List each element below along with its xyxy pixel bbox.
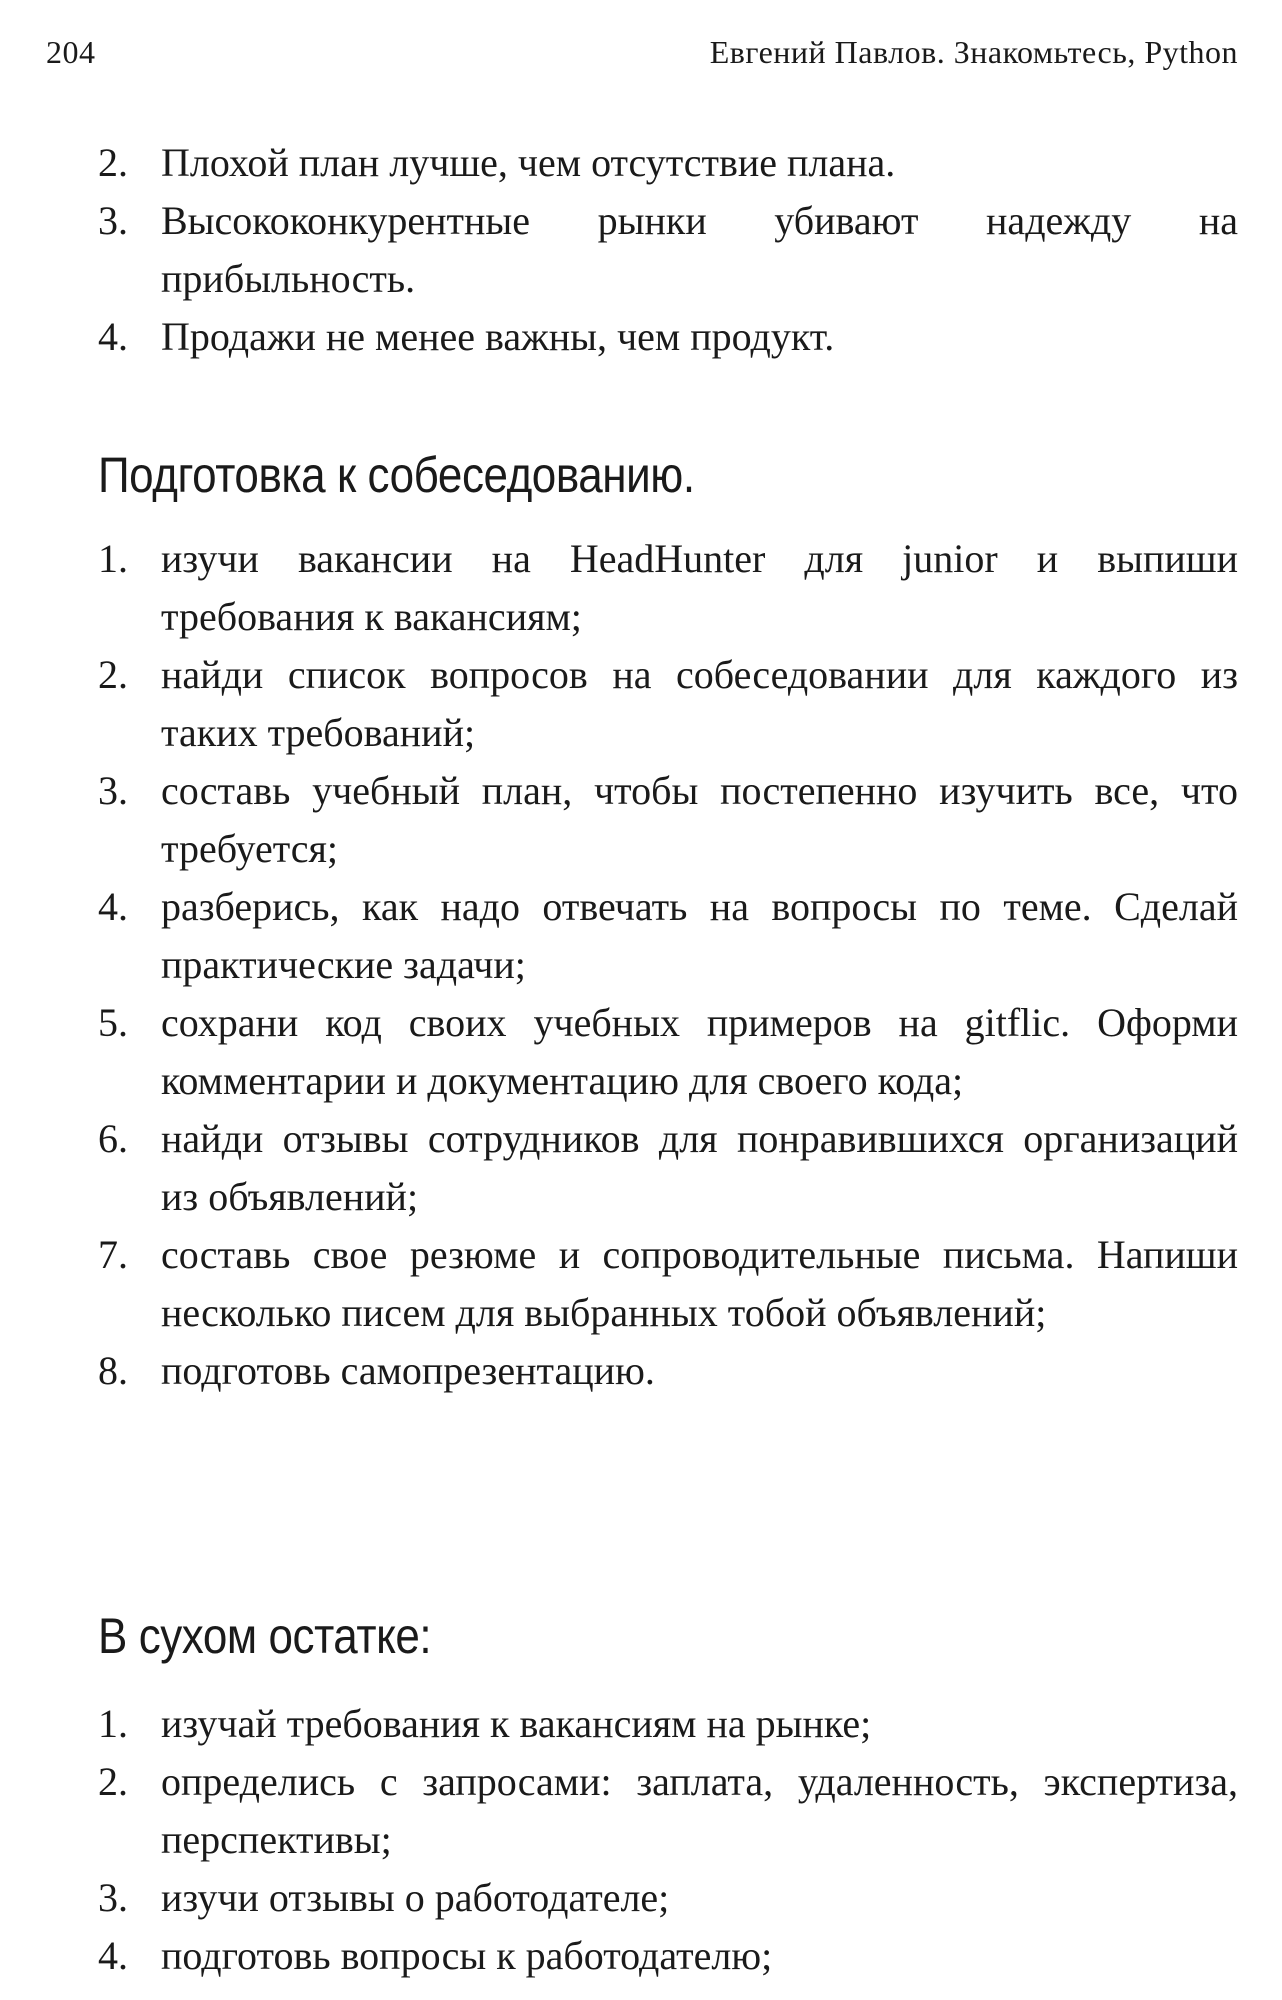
item-text: Высококонкурентные рынки убивают надежду на прибыльность. bbox=[161, 198, 1238, 301]
list-item bbox=[98, 134, 1238, 192]
list-item bbox=[98, 1695, 1238, 1753]
item-number: 2. bbox=[98, 652, 128, 697]
item-number: 2. bbox=[98, 140, 128, 185]
list-item bbox=[98, 1753, 1238, 1869]
list-item bbox=[98, 994, 1238, 1110]
list-item bbox=[98, 1110, 1238, 1226]
item-number: 4. bbox=[98, 314, 128, 359]
item-text: Продажи не менее важны, чем продукт. bbox=[161, 314, 835, 359]
list-item bbox=[98, 1869, 1238, 1927]
list-item bbox=[98, 1927, 1238, 1985]
list-item bbox=[98, 1226, 1238, 1342]
list-item bbox=[98, 878, 1238, 994]
item-number: 2. bbox=[98, 1759, 128, 1804]
list-item bbox=[98, 192, 1238, 308]
item-number: 7. bbox=[98, 1232, 128, 1277]
list-item bbox=[98, 308, 1238, 366]
item-number: 5. bbox=[98, 1000, 128, 1045]
item-number: 3. bbox=[98, 768, 128, 813]
running-title: Евгений Павлов. Знакомьтесь, Python bbox=[709, 34, 1238, 70]
page-header bbox=[46, 34, 1238, 78]
item-text: определись с запросами: заплата, удаленность, экспертиза, перспективы; bbox=[161, 1759, 1238, 1862]
item-text: найди отзывы сотрудников для понравившихся организаций из объявлений; bbox=[161, 1116, 1238, 1219]
item-text: составь учебный план, чтобы постепенно изучить все, что требуется; bbox=[161, 768, 1238, 871]
item-text: найди список вопросов на собеседовании для каждого из таких требований; bbox=[161, 652, 1238, 755]
item-text: изучи отзывы о работодателе; bbox=[161, 1875, 670, 1920]
section-heading-interview: Подготовка к собеседованию. bbox=[98, 447, 695, 503]
list-item bbox=[98, 1342, 1238, 1400]
list-top bbox=[98, 134, 1238, 366]
item-text: подготовь самопрезентацию. bbox=[161, 1348, 655, 1393]
list-summary bbox=[98, 1695, 1238, 1985]
item-number: 4. bbox=[98, 1933, 128, 1978]
list-item bbox=[98, 646, 1238, 762]
item-number: 8. bbox=[98, 1348, 128, 1393]
item-text: Плохой план лучше, чем отсутствие плана. bbox=[161, 140, 896, 185]
item-number: 1. bbox=[98, 1701, 128, 1746]
item-text: составь свое резюме и сопроводительные письма. Напиши несколько писем для выбранных тобой объявлений; bbox=[161, 1232, 1238, 1335]
item-number: 6. bbox=[98, 1116, 128, 1161]
item-text: сохрани код своих учебных примеров на gitflic. Оформи комментарии и документацию для своего кода; bbox=[161, 1000, 1238, 1103]
list-interview bbox=[98, 530, 1238, 1400]
list-item bbox=[98, 530, 1238, 646]
item-text: изучи вакансии на HeadHunter для junior и выпиши требования к вакансиям; bbox=[161, 536, 1238, 639]
item-text: разберись, как надо отвечать на вопросы по теме. Сделай практические задачи; bbox=[161, 884, 1238, 987]
item-number: 3. bbox=[98, 198, 128, 243]
list-item bbox=[98, 762, 1238, 878]
item-number: 3. bbox=[98, 1875, 128, 1920]
page-number: 204 bbox=[46, 34, 96, 70]
item-number: 1. bbox=[98, 536, 128, 581]
item-number: 4. bbox=[98, 884, 128, 929]
item-text: подготовь вопросы к работодателю; bbox=[161, 1933, 773, 1978]
section-heading-summary: В сухом остатке: bbox=[98, 1608, 432, 1664]
item-text: изучай требования к вакансиям на рынке; bbox=[161, 1701, 872, 1746]
